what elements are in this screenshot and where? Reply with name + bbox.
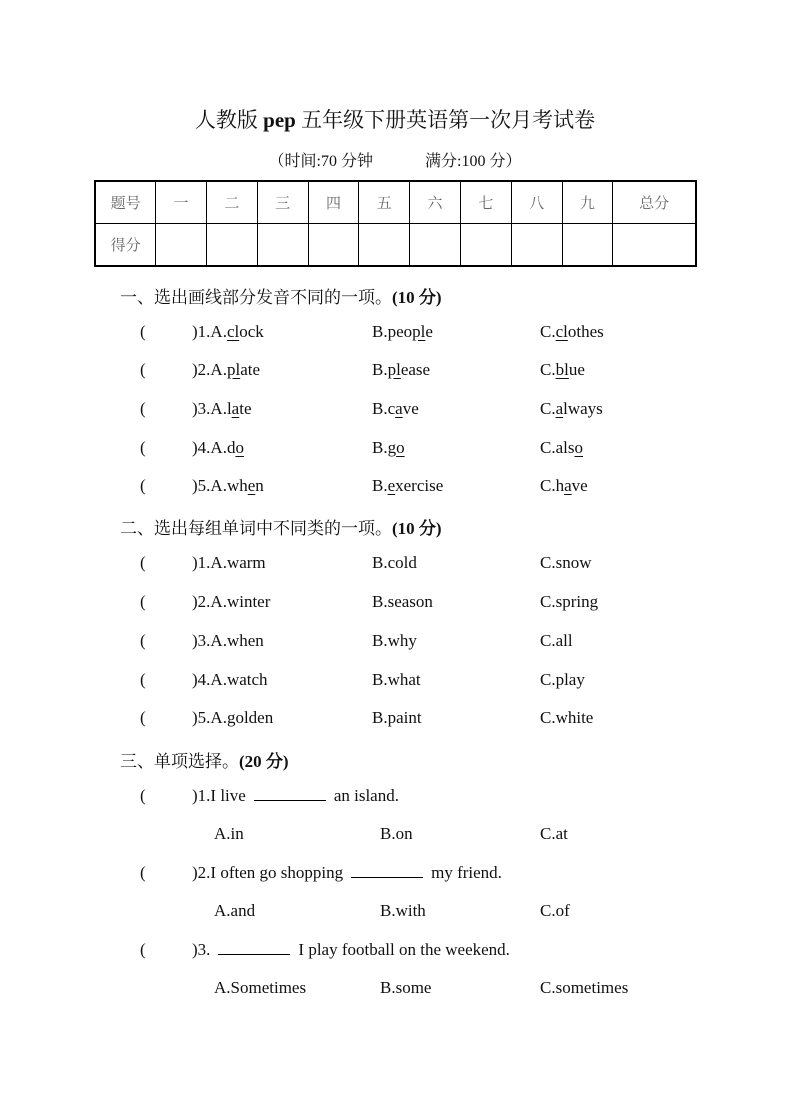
question-stem xyxy=(192,863,502,883)
score-cell[interactable] xyxy=(308,224,359,267)
choice-option: A.in xyxy=(214,824,244,843)
answer-paren-open[interactable]: ( xyxy=(140,360,146,379)
option xyxy=(540,708,593,728)
option-text: C.snow xyxy=(540,553,592,572)
choice-option: C.of xyxy=(540,901,570,920)
option xyxy=(192,438,244,458)
option-text: te xyxy=(239,399,252,418)
answer-paren-open[interactable]: ( xyxy=(140,592,146,611)
option-text: B. xyxy=(372,476,388,495)
underlined-letters: o xyxy=(574,438,583,457)
score-table-row-label: 得分 xyxy=(95,224,156,267)
score-cell[interactable] xyxy=(359,224,410,267)
option xyxy=(192,399,252,419)
stem-after: I play football on the weekend. xyxy=(298,940,510,959)
score-table xyxy=(94,180,697,267)
option xyxy=(372,322,433,342)
answer-paren-open[interactable]: ( xyxy=(140,863,146,882)
choice-option: C.sometimes xyxy=(540,978,629,997)
answer-paren-open[interactable]: ( xyxy=(140,940,146,959)
title-suffix: 五年级下册英语第一次月考试卷 xyxy=(295,108,596,132)
choice-option: B.with xyxy=(380,901,426,920)
answer-paren-open[interactable]: ( xyxy=(140,553,146,572)
section-points: (10 分) xyxy=(392,519,442,538)
score-cell[interactable] xyxy=(460,224,511,267)
answer-paren-open[interactable]: ( xyxy=(140,476,146,495)
score-table-header-row xyxy=(95,181,696,224)
option xyxy=(540,631,573,651)
answer-blank[interactable] xyxy=(351,876,423,878)
choice-option: C.at xyxy=(540,824,568,843)
question-number: )1. xyxy=(192,553,211,572)
question-number: )2. xyxy=(192,863,211,882)
score-table-header-cell: 八 xyxy=(511,181,562,224)
option-text: n xyxy=(255,476,264,495)
exam-info xyxy=(0,148,790,171)
question-number: )5. xyxy=(192,708,211,727)
option-text: C. xyxy=(540,322,556,341)
score-table-header-cell: 题号 xyxy=(95,181,156,224)
question-stem xyxy=(192,940,510,960)
underlined-letters: bl xyxy=(555,360,569,379)
option-text: othes xyxy=(567,322,604,341)
option-text: ve xyxy=(571,476,588,495)
stem-after: my friend. xyxy=(431,863,502,882)
answer-paren-open[interactable]: ( xyxy=(140,399,146,418)
option-text: B.paint xyxy=(372,708,422,727)
question-number: )1. xyxy=(192,322,211,341)
section-title: 二、选出每组单词中不同类的一项。 xyxy=(120,519,392,538)
answer-paren-open[interactable]: ( xyxy=(140,786,146,805)
score-cell[interactable] xyxy=(156,224,207,267)
option-text: B.cold xyxy=(372,553,417,572)
answer-paren-open[interactable]: ( xyxy=(140,322,146,341)
answer-blank[interactable] xyxy=(218,953,290,955)
answer-paren-open[interactable]: ( xyxy=(140,631,146,650)
stem-before: I live xyxy=(210,786,246,805)
option xyxy=(540,399,603,419)
option-text: B. xyxy=(372,360,388,379)
question-number: )4. xyxy=(192,438,211,457)
option-text: B.c xyxy=(372,399,396,418)
option-text: ease xyxy=(400,360,431,379)
choice-option: A.and xyxy=(214,901,256,920)
option xyxy=(540,476,588,496)
option xyxy=(372,476,443,496)
option-text: ate xyxy=(240,360,261,379)
underlined-letters: cl xyxy=(226,322,240,341)
score-table-header-cell: 二 xyxy=(206,181,257,224)
question-number: )4. xyxy=(192,670,211,689)
score-cell[interactable] xyxy=(562,224,613,267)
option xyxy=(372,399,419,419)
option-text: lways xyxy=(563,399,603,418)
option xyxy=(540,438,583,458)
section-heading xyxy=(120,747,289,772)
section-heading xyxy=(120,283,442,308)
underlined-letters: pl xyxy=(412,322,426,341)
choice-option: B.some xyxy=(380,978,432,997)
option-text: A.watch xyxy=(210,670,268,689)
option-text: C.h xyxy=(540,476,565,495)
underlined-letters: o xyxy=(235,438,244,457)
score-cell[interactable] xyxy=(206,224,257,267)
answer-paren-open[interactable]: ( xyxy=(140,438,146,457)
option-text: e xyxy=(425,322,433,341)
question-number: )3. xyxy=(192,399,211,418)
option xyxy=(192,360,260,380)
answer-blank[interactable] xyxy=(254,799,326,801)
option xyxy=(372,631,417,651)
score-table-header-cell: 五 xyxy=(359,181,410,224)
option xyxy=(372,592,433,612)
option xyxy=(192,476,264,496)
underlined-letters: pl xyxy=(226,360,241,379)
option-text: B.season xyxy=(372,592,433,611)
underlined-letters: a xyxy=(395,399,403,418)
section-points: (20 分) xyxy=(239,752,289,771)
option-text: B.why xyxy=(372,631,417,650)
option-text: C.spring xyxy=(540,592,599,611)
underlined-letters: e xyxy=(387,476,396,495)
answer-paren-open[interactable]: ( xyxy=(140,708,146,727)
option-text: A. xyxy=(210,360,227,379)
option-text: A.warm xyxy=(210,553,266,572)
option-text: xercise xyxy=(395,476,444,495)
score-cell[interactable] xyxy=(257,224,308,267)
question-number: )2. xyxy=(192,360,211,379)
option-text: A. xyxy=(210,322,227,341)
option xyxy=(372,360,430,380)
question-stem xyxy=(192,786,399,806)
underlined-letters: o xyxy=(396,438,405,457)
option-text: C. xyxy=(540,360,556,379)
option-text: ve xyxy=(402,399,419,418)
underlined-letters: e xyxy=(247,476,256,495)
underlined-letters: a xyxy=(231,399,240,418)
question-number: )2. xyxy=(192,592,211,611)
option-text: C.als xyxy=(540,438,575,457)
option-text: A.d xyxy=(210,438,236,457)
option xyxy=(192,322,264,342)
option xyxy=(372,708,422,728)
option xyxy=(372,670,421,690)
question-number: )1. xyxy=(192,786,211,805)
option-text: C.white xyxy=(540,708,594,727)
option-text: B.what xyxy=(372,670,421,689)
score-cell[interactable] xyxy=(613,224,696,267)
score-table-score-row xyxy=(95,224,696,267)
option-text: C. xyxy=(540,399,556,418)
option xyxy=(192,592,270,612)
score-table-header-cell: 七 xyxy=(460,181,511,224)
question-number: )3. xyxy=(192,940,211,959)
option-text: A.winter xyxy=(210,592,271,611)
option-text: B.g xyxy=(372,438,397,457)
section-title: 三、单项选择。 xyxy=(120,752,239,771)
score-table-header-cell: 一 xyxy=(156,181,207,224)
score-table-header-cell: 三 xyxy=(257,181,308,224)
score-cell[interactable] xyxy=(410,224,461,267)
option-text: B.peo xyxy=(372,322,413,341)
option xyxy=(540,670,585,690)
score-cell[interactable] xyxy=(511,224,562,267)
question-number: )5. xyxy=(192,476,211,495)
page-title xyxy=(0,104,790,134)
option xyxy=(192,553,266,573)
option xyxy=(540,360,585,380)
score-table-header-cell: 六 xyxy=(410,181,461,224)
section-title: 一、选出画线部分发音不同的一项。 xyxy=(120,288,392,307)
time-limit: （时间:70 分钟 xyxy=(268,153,373,170)
section-heading xyxy=(120,514,442,539)
score-table-header-cell: 九 xyxy=(562,181,613,224)
stem-before: I often go shopping xyxy=(210,863,344,882)
option xyxy=(372,438,405,458)
choice-option: A.Sometimes xyxy=(214,978,307,997)
question-number: )3. xyxy=(192,631,211,650)
underlined-letters: cl xyxy=(555,322,568,341)
option-text: C.play xyxy=(540,670,585,689)
option xyxy=(192,670,268,690)
option xyxy=(540,592,598,612)
option-text: A.golden xyxy=(210,708,274,727)
stem-after: an island. xyxy=(333,786,399,805)
full-score: 满分:100 分） xyxy=(425,153,522,170)
section-points: (10 分) xyxy=(392,288,442,307)
option xyxy=(372,553,417,573)
choice-option: B.on xyxy=(380,824,413,843)
title-bold: pep xyxy=(263,108,296,132)
option xyxy=(540,553,591,573)
score-table-header-cell: 四 xyxy=(308,181,359,224)
underlined-letters: a xyxy=(564,476,572,495)
underlined-letters: pl xyxy=(387,360,401,379)
underlined-letters: a xyxy=(555,399,564,418)
option xyxy=(192,631,264,651)
option-text: ue xyxy=(568,360,585,379)
option xyxy=(540,322,604,342)
score-table-header-cell: 总分 xyxy=(613,181,696,224)
option-text: ock xyxy=(239,322,264,341)
title-prefix: 人教版 xyxy=(194,108,264,132)
option-text: A.wh xyxy=(210,476,248,495)
answer-paren-open[interactable]: ( xyxy=(140,670,146,689)
option-text: C.all xyxy=(540,631,573,650)
option-text: A.l xyxy=(210,399,232,418)
option xyxy=(192,708,273,728)
option-text: A.when xyxy=(210,631,264,650)
